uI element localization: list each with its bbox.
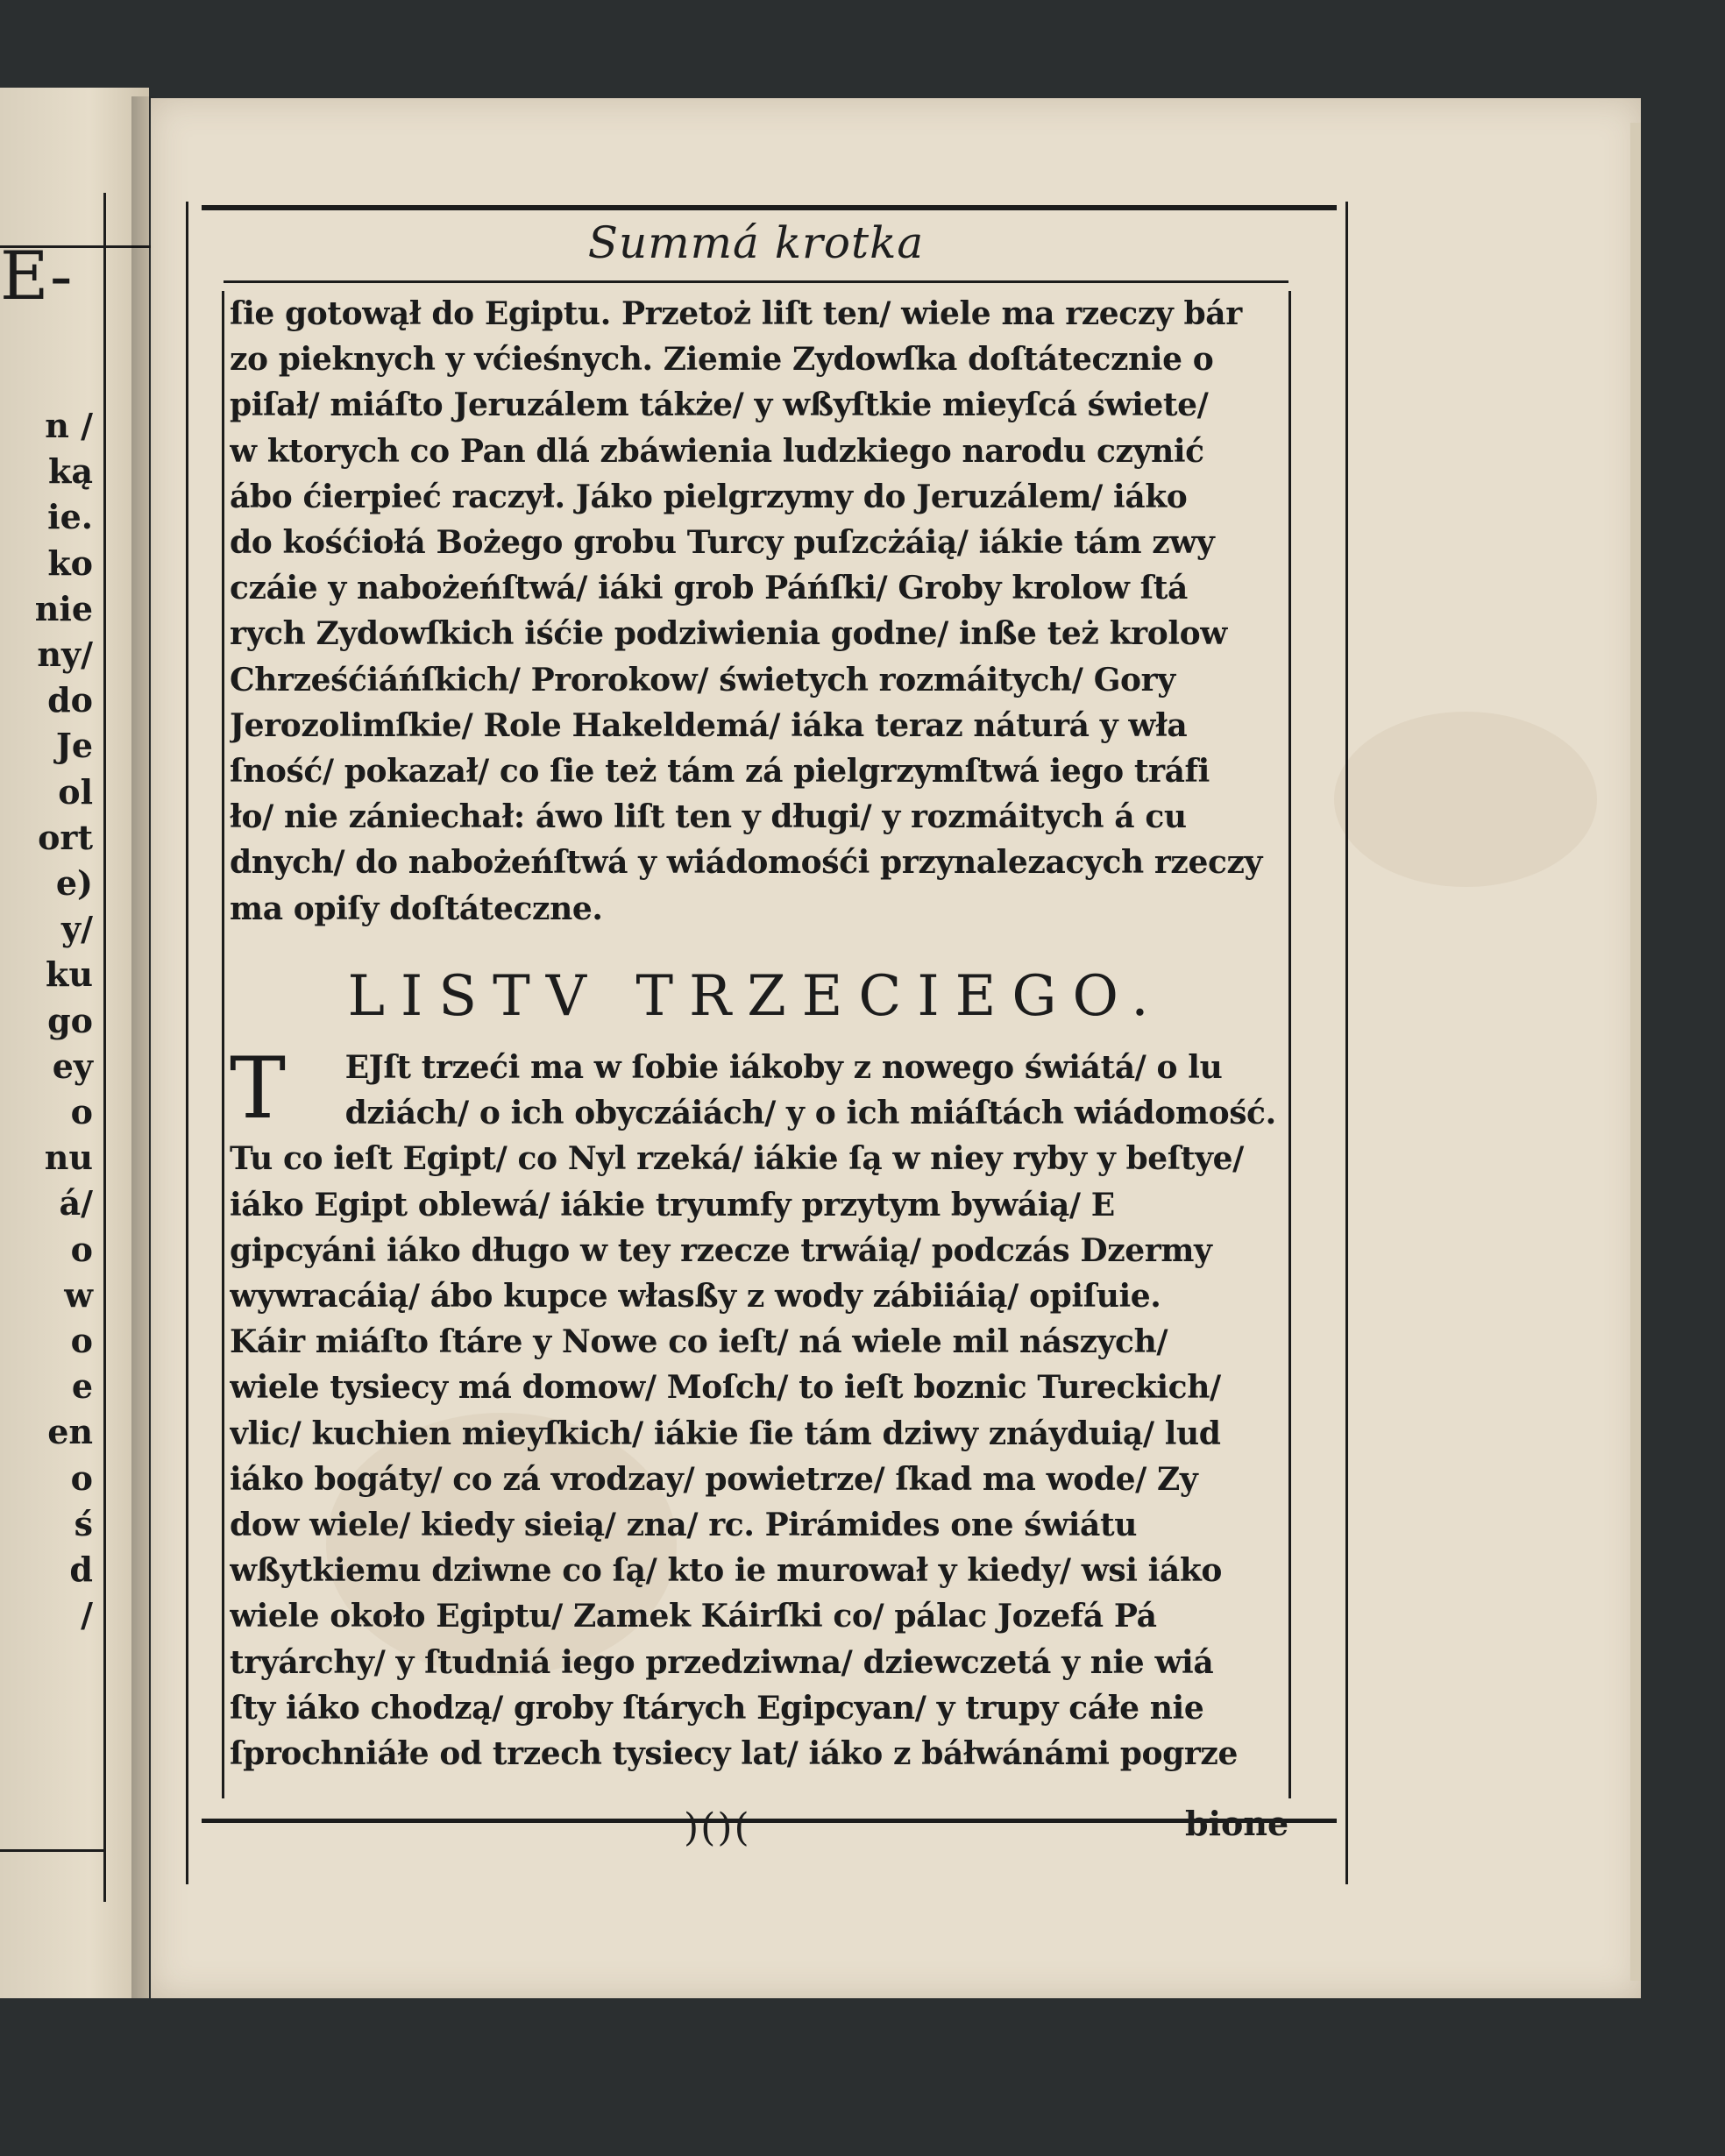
paper-stain bbox=[1334, 712, 1597, 887]
text-line: dziách/ o ich obyczáiách/ y o ich miáſtách wiádomość. bbox=[344, 1095, 1276, 1132]
left-page-text-fragments bbox=[0, 237, 93, 1638]
text-line: EJſt trzeći ma w ſobie iákoby z nowego świátá/ o lu bbox=[344, 1049, 1223, 1086]
text-line: zo pieknych y vćieśnych. Ziemie Zydowſka doſtátecznie o bbox=[230, 341, 1214, 379]
text-line: wiele około Egiptu/ Zamek Káirſki co/ pálac Jozefá Pá bbox=[230, 1598, 1157, 1635]
text-line: dow wiele/ kiedy sieią/ zna/ rc. Pirámides one świátu bbox=[230, 1507, 1137, 1544]
paragraph-1 bbox=[230, 291, 1290, 932]
frame-bottom-rule bbox=[202, 1819, 1337, 1823]
text-line: czáie y nabożeńſtwá/ iáki grob Páńſki/ Groby krolow ſtá bbox=[230, 570, 1188, 607]
running-head: Summá krotka bbox=[587, 217, 925, 268]
text-line: ſty iáko chodzą/ groby ſtárych Egipcyan/ y trupy cáłe nie bbox=[230, 1689, 1204, 1727]
text-line: en bbox=[47, 1412, 93, 1452]
text-line: e) bbox=[55, 863, 93, 904]
text-line: y/ bbox=[61, 909, 93, 949]
text-line: w ktorych co Pan dlá zbáwienia ludzkiego narodu czynić bbox=[230, 432, 1204, 470]
text-line: ło/ nie zániechał: áwo liſt ten y długi/ y rozmáitych á cu bbox=[230, 798, 1187, 836]
left-page bbox=[0, 88, 149, 1998]
text-line: wywracáią/ ábo kupce własßy z wody zábiiáią/ opiſuie. bbox=[230, 1278, 1161, 1316]
text-line: ku bbox=[46, 954, 93, 995]
text-line: / bbox=[81, 1595, 93, 1635]
text-line: vlic/ kuchien mieyſkich/ iákie ſie tám dziwy znáyduią/ lud bbox=[230, 1415, 1221, 1452]
text-line: o bbox=[70, 1092, 93, 1132]
text-line: e bbox=[71, 1366, 93, 1407]
text-line: iáko Egipt oblewá/ iákie tryumfy przytym bywáią/ E bbox=[230, 1186, 1115, 1223]
text-line: dnych/ do nabożeńſtwá y wiádomośći przynalezacych rzeczy bbox=[230, 844, 1263, 882]
left-page-big-letter: E- bbox=[0, 237, 73, 315]
text-line: o bbox=[70, 1229, 93, 1269]
text-line: ko bbox=[47, 543, 93, 583]
text-line: o bbox=[70, 1457, 93, 1498]
text-line: o bbox=[70, 1321, 93, 1361]
text-line: w bbox=[64, 1274, 93, 1315]
text-line: wßytkiemu dziwne co ſą/ kto ie murował y kiedy/ wsi iáko bbox=[230, 1552, 1223, 1590]
text-line: rych Zydowſkich iśćie podziwienia godne/ inße też krolow bbox=[230, 615, 1227, 653]
text-line: á/ bbox=[59, 1183, 93, 1223]
decorated-initial: T bbox=[230, 1039, 286, 1138]
text-line: Káir miáſto ſtáre y Nowe co ieſt/ ná wiele mil nászych/ bbox=[230, 1323, 1168, 1361]
paragraph-2-lines bbox=[230, 1039, 1290, 1777]
frame-top-rule bbox=[202, 205, 1337, 210]
text-line: nie bbox=[34, 588, 93, 628]
text-column-left-rule bbox=[222, 291, 224, 1798]
text-line: Je bbox=[55, 726, 93, 766]
text-line: piſał/ miáſto Jeruzálem tákże/ y wßyſtkie mieyſcá świete/ bbox=[230, 387, 1209, 424]
text-line: ſprochniáłe od trzech tysiecy lat/ iáko z báłwánámi pogrze bbox=[230, 1735, 1238, 1773]
text-line: ſie gotowął do Egiptu. Przetoż liſt ten/ wiele ma rzeczy bár bbox=[230, 295, 1242, 332]
text-line: ny/ bbox=[37, 635, 93, 675]
paragraph-2 bbox=[230, 1039, 1290, 1777]
text-line: ie. bbox=[47, 497, 93, 537]
text-line: go bbox=[47, 1000, 93, 1040]
text-line: nu bbox=[44, 1138, 93, 1178]
text-line: ort bbox=[38, 817, 93, 857]
text-line: ey bbox=[52, 1046, 93, 1086]
text-line: Chrześćiáńſkich/ Prorokow/ świetych rozmáitych/ Gory bbox=[230, 661, 1175, 699]
left-page-lines bbox=[0, 403, 93, 1638]
text-line: ſność/ pokazał/ co ſie też tám zá pielgrzymſtwá iego tráfi bbox=[230, 753, 1210, 791]
text-line: wiele tysiecy má domow/ Moſch/ to ieſt boznic Tureckich/ bbox=[230, 1369, 1221, 1407]
text-line: iáko bogáty/ co zá vrodzay/ powietrze/ ſkad ma wode/ Zy bbox=[230, 1460, 1198, 1498]
section-heading: LISTV TRZECIEGO. bbox=[347, 964, 1165, 1029]
text-line: ol bbox=[58, 771, 93, 812]
text-line: tryárchy/ y ſtudniá iego przedziwna/ dziewczetá y nie wiá bbox=[230, 1643, 1214, 1681]
text-line: ábo ćierpieć raczył. Jáko pielgrzymy do Jeruzálem/ iáko bbox=[230, 478, 1188, 515]
text-line: gipcyáni iáko długo w tey rzecze trwáią/ podczás Dzermy bbox=[230, 1231, 1212, 1269]
catchword: bione bbox=[1185, 1804, 1289, 1843]
running-head-rule bbox=[224, 280, 1288, 283]
text-line: Tu co ieſt Egipt/ co Nyl rzeká/ iákie ſą w niey ryby y beſtye/ bbox=[230, 1140, 1244, 1178]
text-line: do bbox=[47, 680, 93, 720]
left-page-bottom-rule bbox=[0, 1849, 103, 1852]
text-line: do kośćiołá Bożego grobu Turcy puſzcżáią/ iákie tám zwy bbox=[230, 524, 1215, 562]
page-edge bbox=[1630, 123, 1641, 1981]
text-line: ś bbox=[74, 1503, 93, 1543]
text-line: n / bbox=[45, 406, 93, 445]
signature-mark: )()( bbox=[684, 1805, 751, 1850]
text-line: ma opiſy doſtáteczne. bbox=[230, 890, 603, 927]
text-line: d bbox=[69, 1550, 93, 1590]
text-line: ką bbox=[48, 451, 93, 492]
text-line: Jerozolimſkie/ Role Hakeldemá/ iáka teraz náturá y wła bbox=[230, 706, 1188, 744]
